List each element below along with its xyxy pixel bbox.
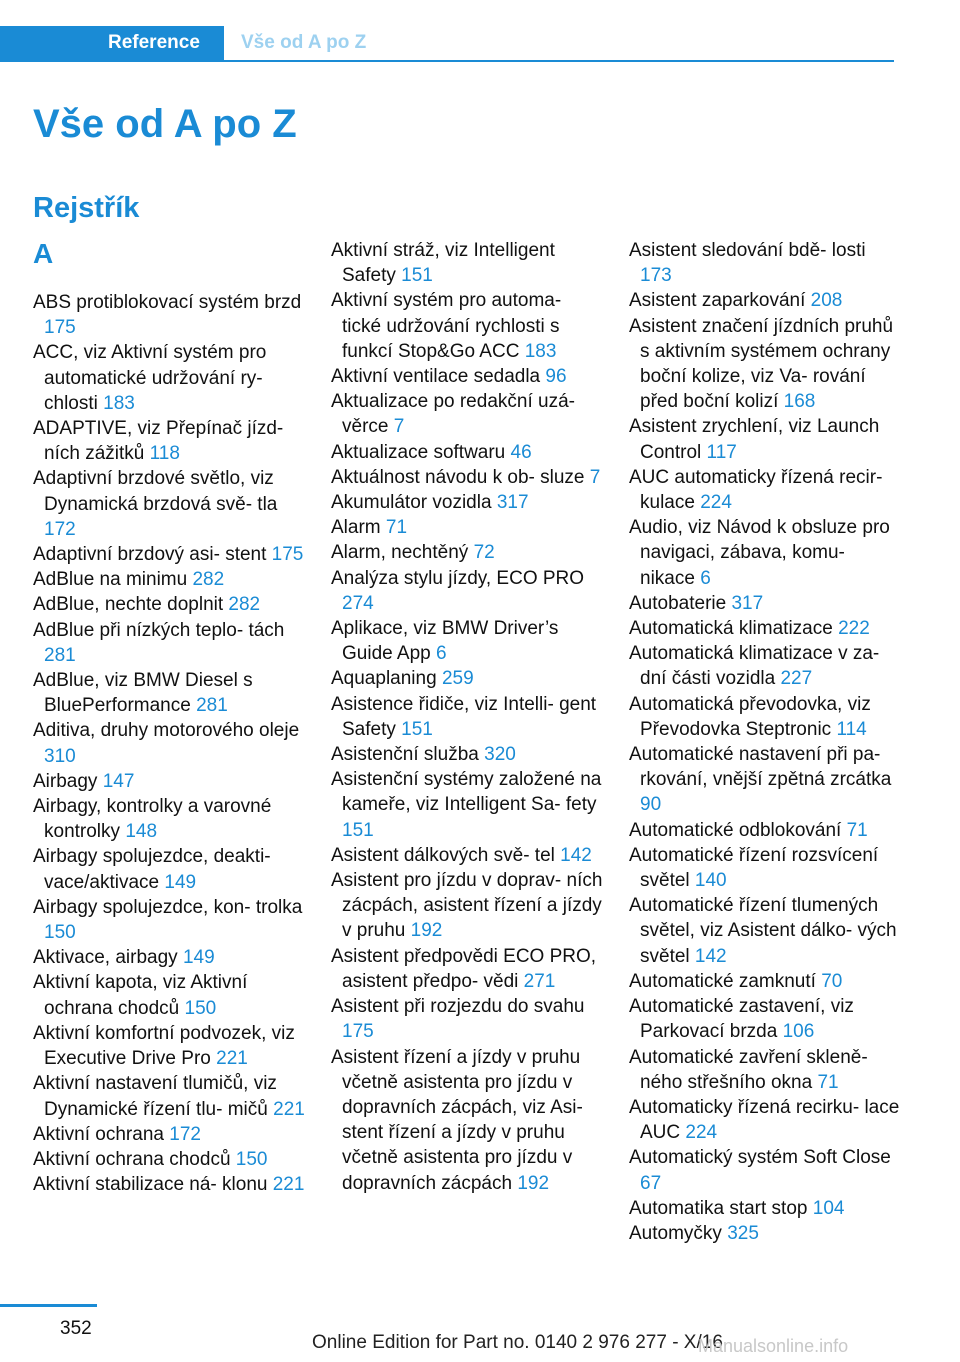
index-entry-text: Automatický systém Soft Close [629,1147,891,1169]
index-entry-page-link[interactable]: 168 [783,391,816,413]
index-entry-page-link[interactable]: 7 [393,416,405,438]
index-entry-page-link[interactable]: 149 [182,947,215,969]
index-entry [33,668,305,718]
index-entry [33,1122,305,1147]
index-entry [629,616,901,641]
index-entry-text: Aktuálnost návodu k ob‐ sluze [331,466,585,488]
index-entry-page-link[interactable]: 259 [441,668,474,690]
index-entry-text: Aktivní kapota, viz Aktivní ochrana chodců [33,972,248,1019]
index-entry-page-link[interactable]: 118 [149,443,180,465]
index-entry-text: ABS protiblokovací systém brzd [33,292,302,313]
index-entry-page-link[interactable]: 71 [817,1071,839,1093]
index-entry-page-link[interactable]: 281 [44,644,76,666]
index-entry-page-link[interactable]: 227 [780,668,813,690]
index-entry-text: AdBlue, viz BMW Diesel s BluePerformance [33,670,253,717]
index-entry-text: AdBlue při nízkých teplo‐ tách [33,619,285,641]
index-entry-text: Automatické řízení rozsvícení světel [629,844,879,892]
index-entry-page-link[interactable]: 104 [812,1197,845,1219]
index-entry [33,542,305,567]
index-column-2 [331,238,603,1196]
index-entry [33,290,305,340]
index-entry [331,868,603,944]
index-entry [331,389,603,439]
index-entry-text: Aditiva, druhy motorového oleje [33,720,300,742]
index-entry [331,364,603,389]
index-entry [331,515,603,540]
index-entry [331,238,603,288]
index-column-3 [629,238,901,1246]
page-header [0,26,960,62]
index-entry-text: Alarm [331,517,381,539]
index-entry-page-link[interactable]: 224 [700,492,732,514]
index-entry [33,895,305,945]
index-entry [33,1021,305,1071]
index-entry-page-link[interactable]: 317 [496,492,529,514]
index-entry [629,641,901,691]
index-entry-page-link[interactable]: 281 [196,695,228,717]
index-entry-page-link[interactable]: 282 [192,569,225,591]
index-entry-text: Automyčky [629,1222,722,1244]
index-entry-page-link[interactable]: 221 [272,1174,305,1196]
index-entry-page-link[interactable]: 6 [436,643,447,665]
index-entry-page-link[interactable]: 222 [838,618,870,640]
index-entry-page-link[interactable]: 175 [271,544,304,566]
index-entry-text: Automatická klimatizace v za‐ dní části vozidla [629,643,880,690]
index-entry-text: Asistent sledování bdě‐ losti [629,240,866,261]
index-entry-text: Asistent řízení a jízdy v pruhu včetně asistenta pro jízdu v dopravních zácpách, viz Asi‐ stent řízení a jízdy v pruhu včetně asistenta pro jízdu v dopravních zácpách [331,1046,583,1194]
index-entry-text: Asistenční služba [331,744,479,766]
index-entry [629,314,901,415]
index-entry-page-link[interactable]: 192 [517,1172,550,1194]
index-entry-page-link[interactable]: 175 [342,1021,374,1043]
index-entry-text: Alarm, nechtěný [331,542,469,564]
index-entry-text: AUC automaticky řízená recir‐ kulace [629,466,883,514]
index-entry-page-link[interactable]: 208 [810,290,843,312]
edition-note: Online Edition for Part no. 0140 2 976 277 - X/16 [312,1332,723,1353]
index-entry-text: Automatické zastavení, viz Parkovací brzda [629,996,854,1043]
index-entry-text: Aktivní stráž, viz Intelligent Safety [331,240,555,287]
index-entry-page-link[interactable]: 192 [410,920,443,942]
index-entry [33,618,305,668]
index-entry-page-link[interactable]: 224 [685,1122,718,1144]
index-entry [33,416,305,466]
index-entry [33,340,305,416]
index-entry-text: Airbagy [33,770,98,792]
index-entry-text: Adaptivní brzdový asi‐ stent [33,544,267,566]
index-entry-page-link[interactable]: 72 [473,542,495,564]
index-entry-page-link[interactable]: 149 [164,871,197,893]
index-entry [33,718,305,768]
index-entry-text: Aktivní systém pro automa‐ tické udržování rychlosti s funkcí Stop&Go ACC [331,290,562,362]
index-entry [331,944,603,994]
index-entry-text: Automatické řízení tlumených světel, viz Asistent dálko‐ vých světel [629,895,897,967]
index-entry-page-link[interactable]: 317 [731,592,764,614]
index-entry [629,414,901,464]
index-entry-page-link[interactable]: 142 [694,945,727,967]
index-column-1 [33,238,305,1197]
index-entry-text: Aktivní komfortní podvozek, viz Executive Drive Pro [33,1022,295,1070]
header-section-tab [0,26,224,62]
index-entry [331,1045,603,1196]
index-entry-text: Akumulátor vozidla [331,492,492,514]
index-entry [629,742,901,818]
index-entry [629,591,901,616]
index-entry [331,616,603,666]
index-entry [331,692,603,742]
index-entry [33,1172,305,1197]
index-entry [33,1147,305,1172]
index-entry [331,566,603,616]
index-entry-text: Airbagy spolujezdce, kon‐ trolka [33,896,303,918]
index-entry [629,818,901,843]
index-letter: A [33,238,54,269]
index-entry [629,969,901,994]
index-entry-page-link[interactable]: 221 [273,1098,305,1120]
index-entry-text: ADAPTIVE, viz Přepínač jízd‐ ních zážitků [33,418,284,465]
index-entry-page-link[interactable]: 140 [694,870,727,892]
index-entry-text: Automatické zamknutí [629,970,816,992]
index-entry [33,970,305,1020]
footer-rule [0,1304,97,1307]
index-entry-page-link[interactable]: 282 [228,594,261,616]
index-entry-page-link[interactable]: 148 [125,821,158,843]
index-entry [331,843,603,868]
index-entry-text: Asistenční systémy založené na kameře, viz Intelligent Sa‐ fety [331,769,602,816]
index-entry-page-link[interactable]: 325 [727,1222,759,1244]
index-entry [629,238,901,288]
index-entry [331,288,603,364]
index-entry-text: Automatické zavření skleně‐ ného střešního okna [629,1046,868,1093]
index-entry-text: Automatická převodovka, viz Převodovka Steptronic [629,693,871,740]
index-entry [33,769,305,794]
index-entry-page-link[interactable]: 150 [235,1148,268,1170]
index-entry [331,490,603,515]
index-entry [629,515,901,591]
watermark: Manualsonline.info [698,1336,849,1356]
index-entry-page-link[interactable]: 172 [169,1123,201,1145]
index-entry-page-link[interactable]: 7 [589,466,601,488]
index-entry-text: Aplikace, viz BMW Driver’s Guide App [331,618,559,665]
index-entry-text: Airbagy, kontrolky a varovné kontrolky [33,796,272,843]
index-entry-text: Automatické nastavení při pa‐ rkování, vnější zpětná zrcátka [629,744,892,791]
index-entry-text: Automaticky řízená recirku‐ lace AUC [629,1096,900,1144]
index-entry-page-link[interactable]: 151 [401,718,433,740]
index-entry-page-link[interactable]: 71 [385,517,408,539]
index-entry-page-link[interactable]: 151 [342,819,374,841]
index-entry [33,592,305,617]
index-entry [33,945,305,970]
index-entry [33,567,305,592]
index-entry-text: Automatika start stop [629,1197,808,1219]
index-entry-text: Aktualizace softwaru [331,441,506,463]
index-entry [331,465,603,490]
page-title: Vše od A po Z [33,102,297,146]
index-entry-page-link[interactable]: 114 [836,718,867,740]
index-entry-text: Asistent značení jízdních pruhů s aktivním systémem ochrany boční kolize, viz Va‐ rování před boční kolizí [629,315,894,413]
index-entry-page-link[interactable]: 96 [545,366,567,388]
index-entry-text: Aktivní ventilace sedadla [331,366,541,388]
index-entry-text: Aktivní stabilizace ná‐ klonu [33,1174,268,1196]
index-entry-text: Asistent dálkových svě‐ tel [331,844,555,866]
index-entry [629,692,901,742]
index-entry-page-link[interactable]: 142 [560,844,592,866]
index-entry-text: Automatické odblokování [629,819,842,841]
index-entry-page-link[interactable]: 221 [216,1048,248,1070]
index-entry [629,1045,901,1095]
index-entry-page-link[interactable]: 175 [44,317,76,339]
index-entry-text: Asistent při rozjezdu do svahu [331,996,585,1018]
index-entry [629,994,901,1044]
index-entry-text: Aktivace, airbagy [33,947,178,969]
index-entry-page-link[interactable]: 70 [821,970,843,992]
index-entry [331,440,603,465]
index-entry [629,1196,901,1221]
index-entry-page-link[interactable]: 310 [44,745,76,767]
index-entry-text: Asistent pro jízdu v doprav‐ ních zácpách, asistent řízení a jízdy v pruhu [331,870,603,942]
header-section-label: Reference [108,32,200,53]
index-entry [629,465,901,515]
header-rule [224,60,894,62]
index-entry-page-link[interactable]: 151 [401,265,433,287]
index-entry [331,540,603,565]
index-entry [331,767,603,843]
index-entry-page-link[interactable]: 320 [484,744,516,766]
index-entry [629,1145,901,1195]
index-entry-text: Analýza stylu jízdy, ECO PRO [331,567,585,589]
index-entry [629,288,901,313]
index-entry-text: Aktivní nastavení tlumičů, viz Dynamické řízení tlu‐ mičů [33,1073,277,1120]
index-entry-page-link[interactable]: 6 [700,567,711,589]
index-entry-page-link[interactable]: 274 [342,592,374,614]
index-entry-text: AdBlue, nechte doplnit [33,594,224,616]
index-entry-page-link[interactable]: 173 [640,265,672,287]
header-subsection-label: Vše od A po Z [241,32,367,53]
index-entry-page-link[interactable]: 172 [44,518,76,540]
index-entry-text: Aktivní ochrana [33,1123,164,1145]
index-entry-page-link[interactable]: 90 [640,794,662,816]
index-entry-text: AdBlue na minimu [33,569,188,591]
page-number: 352 [60,1318,92,1339]
index-entry-text: Asistent předpovědi ECO PRO, asistent předpo‐ vědi [331,945,597,992]
index-entry [33,844,305,894]
index-entry-page-link[interactable]: 150 [184,997,217,1019]
index-entry-page-link[interactable]: 71 [846,819,868,841]
index-entry [33,794,305,844]
index-entry [331,994,603,1044]
index-entry-text: Aktualizace po redakční uzá‐ věrce [331,391,575,438]
index-entry-text: Aktivní ochrana chodců [33,1148,231,1170]
index-entry-page-link[interactable]: 117 [706,441,737,463]
index-entry-page-link[interactable]: 67 [640,1172,662,1194]
index-entry-page-link[interactable]: 183 [103,392,135,414]
index-entry-page-link[interactable]: 271 [523,970,556,992]
index-entry [629,1221,901,1246]
index-entry [33,466,305,542]
index-entry-text: Aquaplaning [331,668,437,690]
index-entry-page-link[interactable]: 106 [782,1021,815,1043]
index-entry-text: Asistence řidiče, viz Intelli‐ gent Safety [331,693,597,740]
index-entry-text: Asistent zaparkování [629,290,806,312]
index-entry-text: Autobaterie [629,592,727,614]
index-entry [33,1071,305,1121]
index-entry-text: Audio, viz Návod k obsluze pro navigaci, zábava, komu‐ nikace [629,517,890,589]
index-entry-text: Automatická klimatizace [629,618,833,640]
index-entry-text: ACC, viz Aktivní systém pro automatické udržování ry‐ chlosti [33,342,267,414]
section-title: Rejstřík [33,192,140,224]
index-entry-text: Asistent zrychlení, viz Launch Control [629,416,880,463]
index-entry-page-link[interactable]: 150 [44,922,76,944]
index-entry [629,1095,901,1145]
index-entry-page-link[interactable]: 147 [102,770,135,792]
index-entry-text: Adaptivní brzdové světlo, viz Dynamická brzdová svě‐ tla [33,468,278,515]
index-entry-page-link[interactable]: 183 [524,340,557,362]
index-entry-page-link[interactable]: 46 [510,441,532,463]
index-entry [629,843,901,893]
index-entry [629,893,901,969]
index-entry-text: Airbagy spolujezdce, deakti‐ vace/aktivace [33,846,271,893]
index-entry [331,666,603,691]
index-entry [331,742,603,767]
